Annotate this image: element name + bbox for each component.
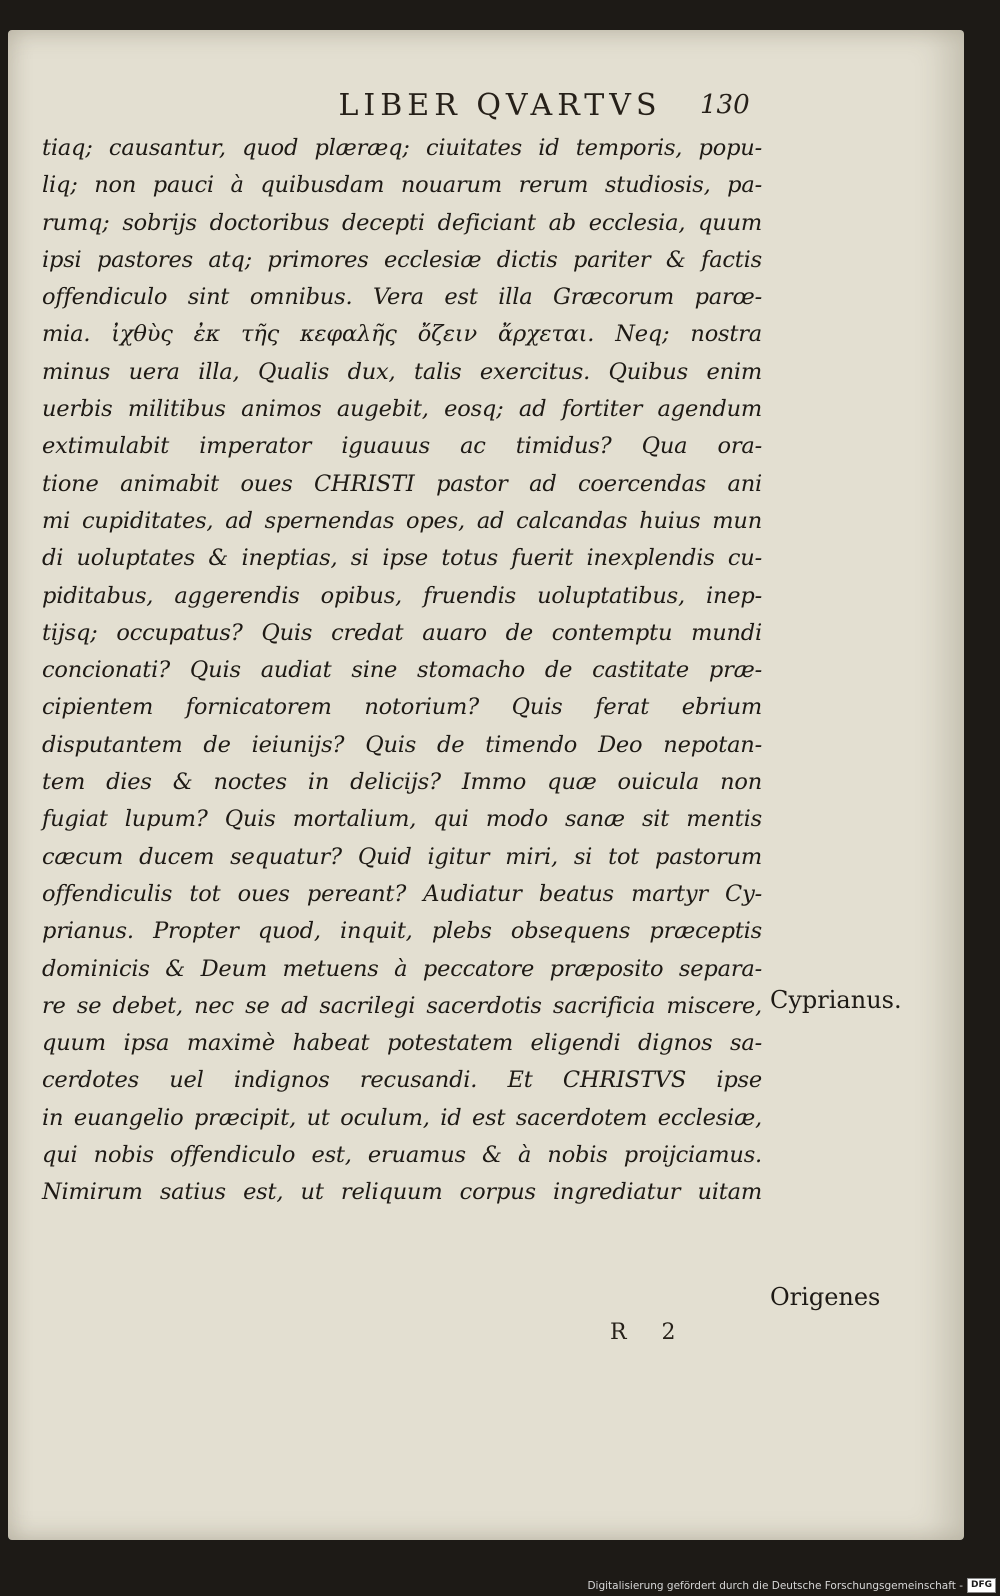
text-line: disputantem de ieiunijs? Quis de timendo Deo nepotan- [42,731,762,758]
text-line: liq; non pauci à quibusdam nouarum rerum studiosis, pa- [42,172,762,199]
text-line: uerbis militibus animos augebit, eosq; ad fortiter agendum [42,396,762,423]
running-title: LIBER QVARTVS [338,88,662,123]
folio-number: 130 [700,90,750,120]
text-line: rumq; sobrijs doctoribus decepti deficiant ab ecclesia, quum [42,209,762,236]
margin-note-cyprianus: Cyprianus. [770,986,902,1014]
text-line: re se debet, nec se ad sacrilegi sacerdotis sacrificia miscere, [42,992,762,1019]
text-line: di uoluptates & ineptias, si ipse totus fuerit inexplendis cu- [42,545,762,572]
text-line: tem dies & noctes in delicijs? Immo quæ ouicula non [42,769,762,796]
text-line: quum ipsa maximè habeat potestatem eligendi dignos sa- [42,1030,762,1057]
text-line: offendiculo sint omnibus. Vera est illa Græcorum parœ- [42,284,762,311]
signature-mark: R 2 [610,1320,676,1345]
text-line: tijsq; occupatus? Quis credat auaro de contemptu mundi [42,619,762,646]
credit-text: Digitalisierung gefördert durch die Deutsche Forschungsgemeinschaft - [587,1579,963,1592]
text-line: mia. ἰχθὺς ἐκ τῆς κεφαλῆς ὄζειν ἄρχεται. Neq; nostra [42,321,762,348]
text-line: extimulabit imperator iguauus ac timidus? Qua ora- [42,433,762,460]
text-line: fugiat lupum? Quis mortalium, qui modo sanæ sit mentis [42,806,762,833]
digitization-credit [587,1578,996,1593]
text-line: minus uera illa, Qualis dux, talis exercitus. Quibus enim [42,358,762,385]
text-line: Nimirum satius est, ut reliquum corpus ingrediatur uitam [42,1179,762,1206]
body-text [42,130,762,1212]
dfg-logo: DFG [967,1578,996,1593]
text-line: tiaq; causantur, quod plæræq; ciuitates id temporis, popu- [42,135,762,161]
text-line: prianus. Propter quod, inquit, plebs obsequens præceptis [42,918,762,945]
text-line: cerdotes uel indignos recusandi. Et CHRISTVS ipse [42,1067,762,1094]
text-line: piditabus, aggerendis opibus, fruendis uoluptatibus, inep- [42,582,762,609]
text-line: concionati? Quis audiat sine stomacho de castitate præ- [42,657,762,684]
text-line: cæcum ducem sequatur? Quid igitur miri, si tot pastorum [42,843,762,870]
text-line: dominicis & Deum metuens à peccatore præposito separa- [42,955,762,982]
text-line: mi cupiditates, ad spernendas opes, ad calcandas huius mun [42,507,762,534]
text-line: tione animabit oues CHRISTI pastor ad coercendas ani [42,470,762,497]
text-line: in euangelio præcipit, ut oculum, id est sacerdotem ecclesiæ, [42,1104,762,1131]
text-line: cipientem fornicatorem notorium? Quis ferat ebrium [42,694,762,721]
margin-note-origenes: Origenes [770,1283,881,1311]
text-line: qui nobis offendiculo est, eruamus & à nobis proijciamus. [42,1142,762,1169]
text-line: offendiculis tot oues pereant? Audiatur beatus martyr Cy- [42,880,762,907]
text-line: ipsi pastores atq; primores ecclesiæ dictis pariter & factis [42,246,762,273]
